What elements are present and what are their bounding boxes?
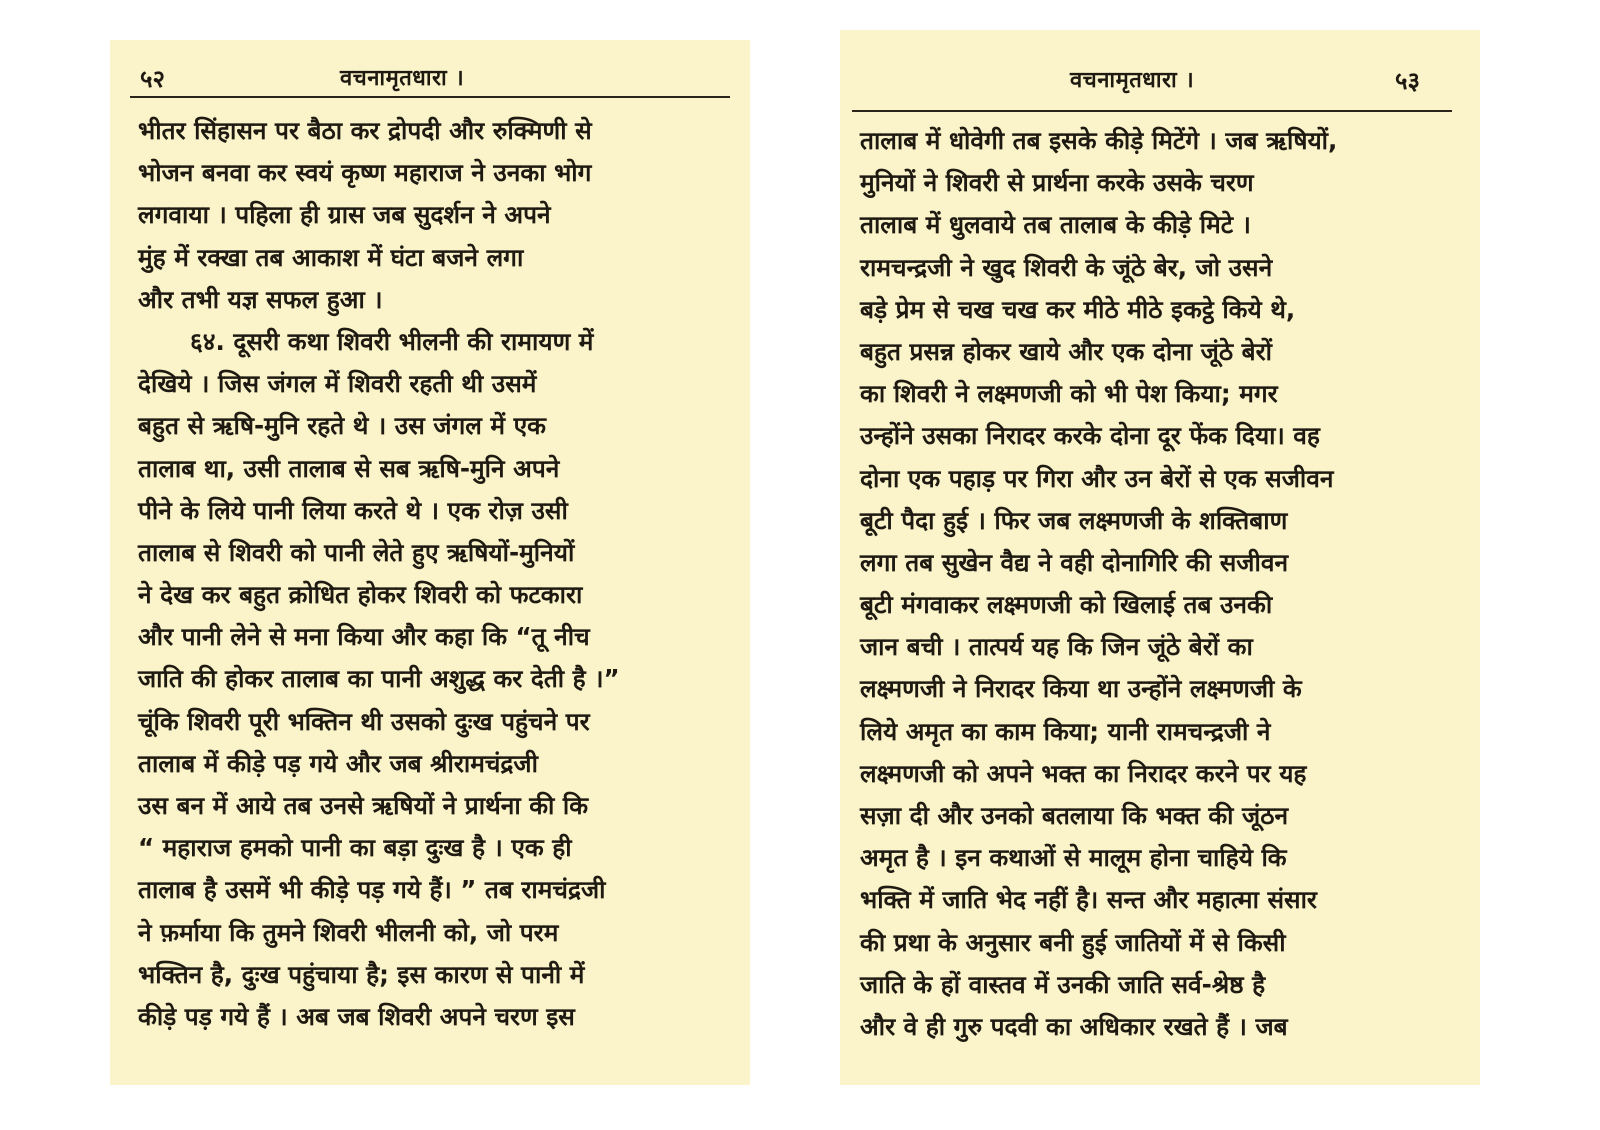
text-line: जाति के हों वास्तव में उनकी जाति सर्व-श्रेष्ठ है [860, 969, 1266, 999]
right-page-number: ५३ [1395, 67, 1420, 95]
right-running-title: वचनामृतधारा । [1070, 68, 1195, 93]
text-line: ने फ़र्माया कि तुमने शिवरी भीलनी को, जो परम [138, 917, 559, 947]
text-line: तालाब में धोवेगी तब इसके कीड़े मिटेंगे । जब ऋषियों, [860, 126, 1338, 155]
right-page [840, 30, 1480, 1085]
text-line: लगा तब सुखेन वैद्य ने वही दोनागिरि की सजीवन [860, 547, 1289, 577]
text-line: और पानी लेने से मना किया और कहा कि “तू नीच [138, 622, 590, 652]
left-page [110, 40, 750, 1085]
text-line: देखिये । जिस जंगल में शिवरी रहती थी उसमें [138, 369, 537, 399]
text-line: का शिवरी ने लक्ष्मणजी को भी पेश किया; मगर [860, 379, 1278, 409]
text-line: जान बची । तात्पर्य यह कि जिन जूंठे बेरों का [860, 632, 1253, 662]
text-line: कीड़े पड़ गये हैं । अब जब शिवरी अपने चरण इस [138, 1001, 575, 1031]
text-line: तालाब है उसमें भी कीड़े पड़ गये हैं। ” तब रामचंद्रजी [138, 875, 606, 905]
text-line: तालाब में धुलवाये तब तालाब के कीड़े मिटे । [860, 210, 1251, 240]
text-line: भक्ति में जाति भेद नहीं है। सन्त और महात्मा संसार [860, 885, 1317, 915]
text-line: उस बन में आये तब उनसे ऋषियों ने प्रार्थना की कि [138, 791, 589, 820]
text-line: अमृत है । इन कथाओं से मालूम होना चाहिये कि [860, 843, 1287, 873]
text-line: तालाब था, उसी तालाब से सब ऋषि-मुनि अपने [138, 453, 560, 483]
text-line: बहुत से ऋषि-मुनि रहते थे । उस जंगल में एक [138, 411, 546, 441]
text-line: ने देख कर बहुत क्रोधित होकर शिवरी को फटकारा [138, 580, 583, 610]
text-line: और वे ही गुरु पदवी का अधिकार रखते हैं । जब [860, 1011, 1288, 1041]
text-line: तालाब में कीड़े पड़ गये और जब श्रीरामचंद्रजी [138, 748, 538, 778]
text-line: जाति की होकर तालाब का पानी अशुद्ध कर देती है ।” [138, 664, 620, 694]
text-line: लक्ष्मणजी को अपने भक्त का निरादर करने पर यह [860, 758, 1307, 788]
text-line: बूटी पैदा हुई । फिर जब लक्ष्मणजी के शक्तिबाण [860, 505, 1288, 535]
text-line: लक्ष्मणजी ने निरादर किया था उन्होंने लक्ष्मणजी के [860, 674, 1302, 704]
left-header-rule [130, 96, 730, 98]
right-header-rule [852, 110, 1452, 112]
text-line: भक्तिन है, दुःख पहुंचाया है; इस कारण से पानी में [138, 959, 585, 989]
text-line: रामचन्द्रजी ने खुद शिवरी के जूंठे बेर, जो उसने [860, 252, 1273, 282]
text-line: चूंकि शिवरी पूरी भक्तिन थी उसको दुःख पहुंचने पर [138, 706, 590, 736]
left-page-number: ५२ [140, 65, 165, 93]
text-line: सज़ा दी और उनको बतलाया कि भक्त की जूंठन [860, 801, 1289, 830]
text-line: पीने के लिये पानी लिया करते थे । एक रोज़ उसी [138, 495, 568, 525]
text-line: मुंह में रक्खा तब आकाश में घंटा बजने लगा [138, 242, 524, 272]
text-line: भोजन बनवा कर स्वयं कृष्ण महाराज ने उनका भोग [138, 158, 592, 188]
text-line: तालाब से शिवरी को पानी लेते हुए ऋषियों-मुनियों [138, 537, 575, 567]
text-line: ६४. दूसरी कथा शिवरी भीलनी की रामायण में [190, 326, 594, 356]
right-page-body [860, 120, 1460, 1048]
text-line: लिये अमृत का काम किया; यानी रामचन्द्रजी ने [860, 716, 1271, 746]
text-line: बड़े प्रेम से चख चख कर मीठे मीठे इकट्ठे किये थे, [860, 294, 1296, 324]
right-page-header [840, 58, 1480, 104]
text-line: “ महाराज हमको पानी का बड़ा दुःख है । एक ही [138, 833, 572, 863]
text-line: मुनियों ने शिवरी से प्रार्थना करके उसके चरण [860, 168, 1254, 198]
text-line: बूटी मंगवाकर लक्ष्मणजी को खिलाई तब उनकी [860, 590, 1273, 620]
text-line: उन्होंने उसका निरादर करके दोना दूर फेंक दिया। वह [860, 421, 1320, 451]
text-line: लगवाया । पहिला ही ग्रास जब सुदर्शन ने अपने [138, 200, 551, 230]
text-line: की प्रथा के अनुसार बनी हुई जातियों में से किसी [860, 927, 1286, 957]
text-line: भीतर सिंहासन पर बैठा कर द्रोपदी और रुक्मिणी से [138, 116, 592, 145]
text-line: दोना एक पहाड़ पर गिरा और उन बेरों से एक सजीवन [860, 463, 1334, 493]
left-page-body [138, 110, 738, 1038]
text-line: बहुत प्रसन्न होकर खाये और एक दोना जूंठे बेरों [860, 336, 1272, 366]
left-running-title: वचनामृतधारा । [340, 66, 465, 91]
text-line: और तभी यज्ञ सफल हुआ । [138, 284, 383, 314]
